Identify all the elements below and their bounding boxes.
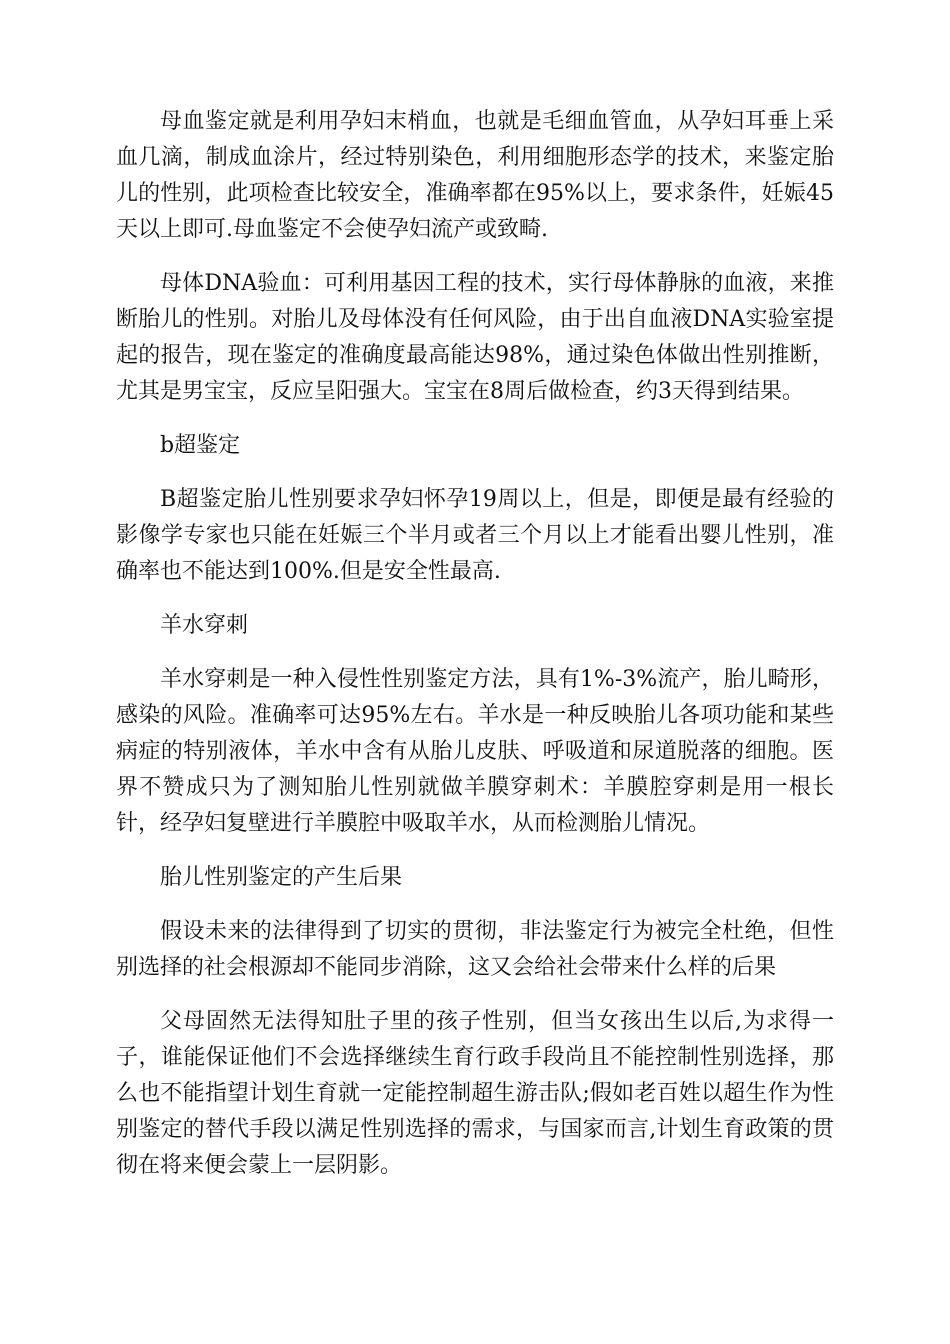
document-page [116, 104, 834, 1202]
paragraph-maternal-blood: 母血鉴定就是利用孕妇末梢血，也就是毛细血管血，从孕妇耳垂上采血几滴，制成血涂片，经过特别染色，利用细胞形态学的技术，来鉴定胎儿的性别，此项检查比较安全，准确率都在95%以上，要求条件，妊娠45天以上即可.母血鉴定不会使孕妇流产或致畸. [116, 109, 834, 242]
section-heading-b-ultrasound: b超鉴定 [160, 433, 241, 458]
paragraph-maternal-dna: 母体DNA验血：可利用基因工程的技术，实行母体静脉的血液，来推断胎儿的性别。对胎儿及母体没有任何风险，由于出自血液DNA实验室提起的报告，现在鉴定的准确度最高能达98%，通过染色体做出性别推断，尤其是男宝宝，反应呈阳强大。宝宝在8周后做检查，约3天得到结果。 [116, 271, 834, 404]
paragraph-b-ultrasound: B超鉴定胎儿性别要求孕妇怀孕19周以上，但是，即便是最有经验的影像学专家也只能在妊娠三个半月或者三个月以上才能看出婴儿性别，准确率也不能达到100%.但是安全性最高. [116, 487, 834, 584]
paragraph-amniocentesis: 羊水穿刺是一种入侵性性别鉴定方法，具有1%-3%流产，胎儿畸形，感染的风险。准确率可达95%左右。羊水是一种反映胎儿各项功能和某些病症的特别液体，羊水中含有从胎儿皮肤、呼吸道和尿道脱落的细胞。医界不赞成只为了测知胎儿性别就做羊膜穿刺术：羊膜腔穿刺是用一根长针，经孕妇复壁进行羊膜腔中吸取羊水，从而检测胎儿情况。 [116, 667, 834, 836]
paragraph-consequences-1: 假设未来的法律得到了切实的贯彻，非法鉴定行为被完全杜绝，但性别选择的社会根源却不能同步消除，这又会给社会带来什么样的后果 [116, 919, 834, 980]
section-heading-consequences: 胎儿性别鉴定的产生后果 [160, 865, 403, 890]
section-heading-amniocentesis: 羊水穿刺 [160, 613, 249, 638]
paragraph-consequences-2: 父母固然无法得知肚子里的孩子性别，但当女孩出生以后,为求得一子，谁能保证他们不会选择继续生育行政手段尚且不能控制性别选择，那么也不能指望计划生育就一定能控制超生游击队;假如老百姓以超生作为性别鉴定的替代手段以满足性别选择的需求，与国家而言,计划生育政策的贯彻在将来便会蒙上一层阴影。 [116, 1009, 834, 1178]
